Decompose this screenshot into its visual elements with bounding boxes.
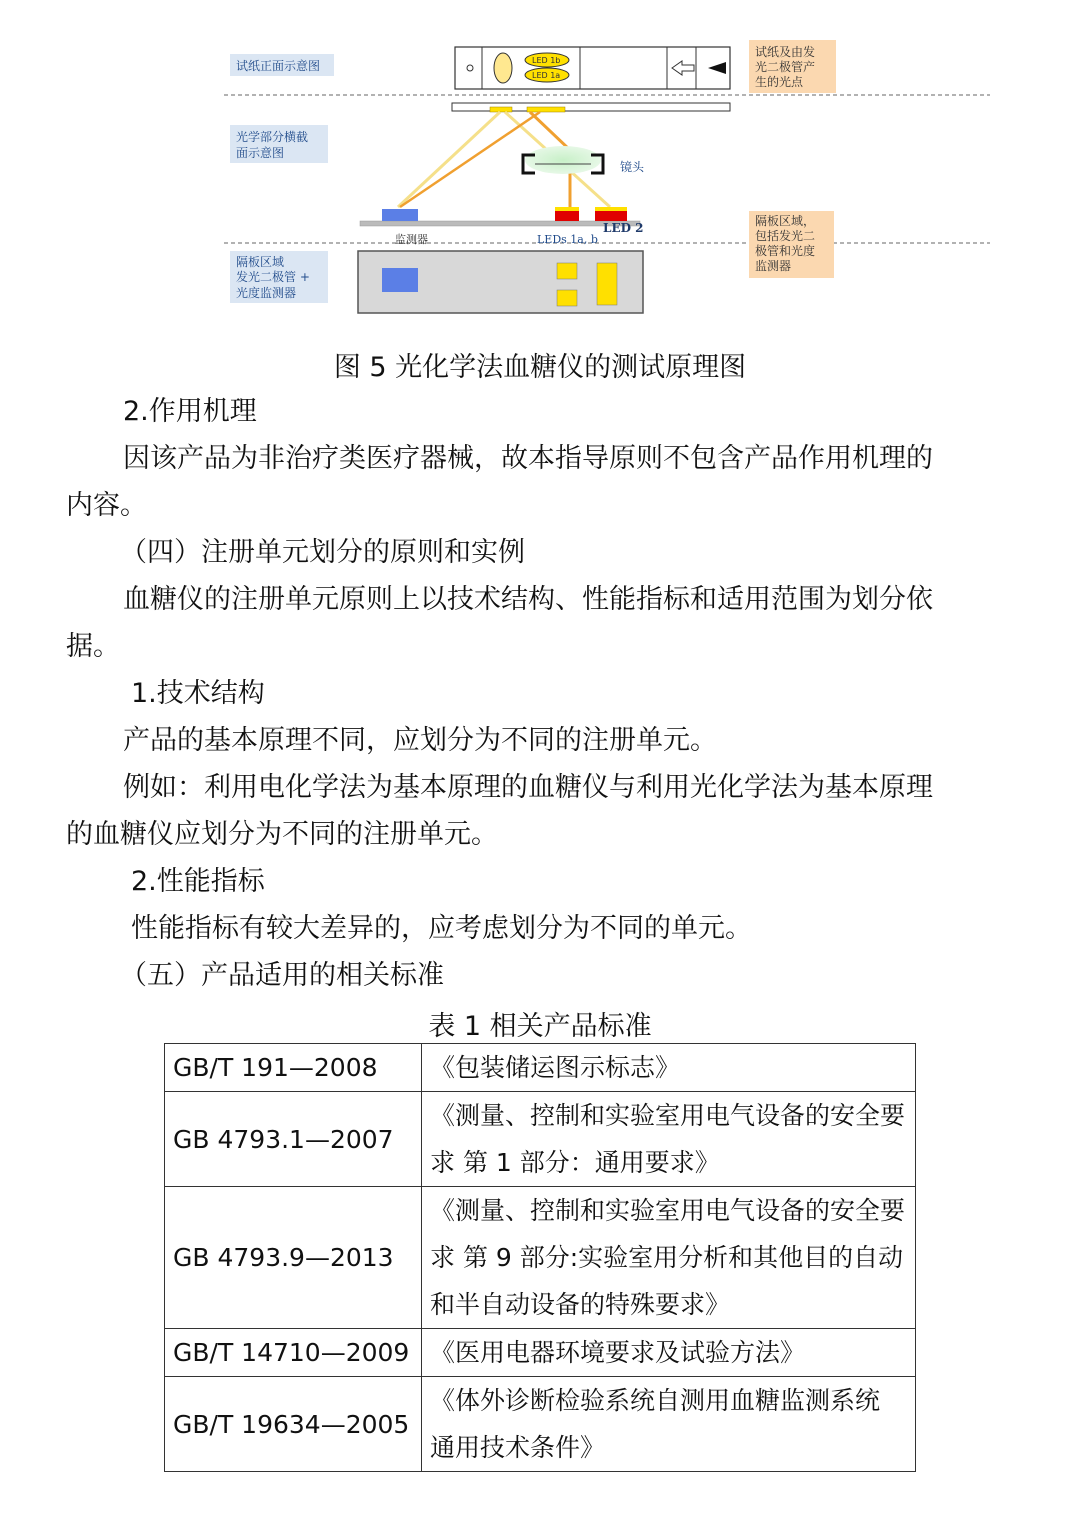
strip-spot-led2 (490, 107, 512, 112)
strip-led1b-label: LED 1b (532, 56, 561, 65)
standard-title (422, 1092, 916, 1187)
strip-spot-led1 (527, 107, 565, 112)
standard-code: GB/T 14710—2009 (165, 1329, 422, 1377)
standard-title-line: 通用技术条件》 (430, 1433, 606, 1462)
standard-code: GB/T 19634—2005 (165, 1377, 422, 1472)
heading-registration-unit: （四）注册单元划分的原则和实例 (120, 537, 525, 568)
standard-title (422, 1329, 916, 1377)
standard-title-line: 求 第 1 部分：通用要求》 (430, 1148, 720, 1177)
paragraph-mechanism-cont: 内容。 (66, 490, 147, 521)
beam-1 (398, 112, 500, 207)
figure-caption: 图 5 光化学法血糖仪的测试原理图 (333, 352, 747, 383)
standard-title-line: 《体外诊断检验系统自测用血糖监测系统 (430, 1386, 881, 1415)
table-row (165, 1377, 916, 1472)
table-row (165, 1044, 916, 1092)
label-right-bottom-3: 极管和光度 (755, 244, 816, 258)
baffle-monitor (382, 268, 418, 292)
label-baffle-left-2: 发光二极管 + (236, 270, 310, 284)
label-optics-1: 光学部分横截 (236, 130, 309, 144)
table-row (165, 1092, 916, 1187)
paragraph-mechanism: 因该产品为非治疗类医疗器械，故本指导原则不包含产品作用机理的 (123, 443, 933, 474)
led2-top (595, 207, 627, 211)
standard-code: GB/T 191—2008 (165, 1044, 422, 1092)
table-row (165, 1187, 916, 1329)
baffle-led-1 (557, 263, 577, 279)
baffle-led-2 (557, 290, 577, 306)
paragraph-registration-unit-cont: 据。 (66, 631, 120, 662)
beam-3 (400, 112, 540, 207)
standard-title-line: 《测量、控制和实验室用电气设备的安全要 (430, 1101, 906, 1130)
paragraph-performance: 性能指标有较大差异的，应考虑划分为不同的单元。 (131, 913, 752, 944)
led-ab-label: LEDs 1a, b (537, 233, 598, 246)
monitor-label: 监测器 (395, 233, 428, 246)
label-baffle-left-3: 光度监测器 (236, 286, 297, 300)
label-right-top-1: 试纸及由发 (755, 45, 816, 59)
standard-title (422, 1044, 916, 1092)
paragraph-example-cont: 的血糖仪应划分为不同的注册单元。 (66, 819, 498, 850)
heading-tech-structure: 1.技术结构 (131, 678, 265, 709)
standard-code: GB 4793.1—2007 (165, 1092, 422, 1187)
led2-label: LED 2 (603, 221, 644, 235)
label-optics-2: 面示意图 (236, 146, 285, 160)
standard-code: GB 4793.9—2013 (165, 1187, 422, 1329)
heading-performance: 2.性能指标 (131, 866, 265, 897)
lens-glow (525, 146, 601, 174)
label-right-bottom-2: 包括发光二 (755, 229, 816, 243)
standard-title (422, 1187, 916, 1329)
paragraph-registration-unit: 血糖仪的注册单元原则上以技术结构、性能指标和适用范围为划分依 (123, 584, 933, 615)
label-right-bottom-1: 隔板区域， (755, 214, 816, 228)
standard-title-line: 《医用电器环境要求及试验方法》 (430, 1338, 806, 1367)
standard-title-line: 《包装储运图示标志》 (430, 1053, 681, 1082)
standard-title-line: 《测量、控制和实验室用电气设备的安全要 (430, 1196, 906, 1225)
lens-label: 镜头 (620, 160, 645, 174)
strip-led1a-label: LED 1a (532, 71, 561, 80)
label-right-bottom-4: 监测器 (755, 259, 792, 273)
label-strip-front: 试纸正面示意图 (236, 59, 321, 73)
table-title: 表 1 相关产品标准 (428, 1011, 652, 1042)
heading-standards: （五）产品适用的相关标准 (120, 960, 444, 991)
principle-diagram (0, 0, 1080, 335)
standard-title-line: 和半自动设备的特殊要求》 (430, 1290, 731, 1319)
label-right-top-3: 生的光点 (755, 75, 804, 89)
heading-mechanism: 2.作用机理 (123, 396, 257, 427)
standard-title-line: 求 第 9 部分:实验室用分析和其他目的自动 (430, 1243, 904, 1272)
paragraph-example: 例如：利用电化学法为基本原理的血糖仪与利用光化学法为基本原理 (123, 772, 933, 803)
label-baffle-left-1: 隔板区域 (236, 255, 285, 269)
standard-title (422, 1377, 916, 1472)
standards-table (164, 1043, 916, 1472)
monitor-sensor (382, 209, 418, 221)
table-row (165, 1329, 916, 1377)
paragraph-tech-structure: 产品的基本原理不同，应划分为不同的注册单元。 (123, 725, 717, 756)
baffle-bar (360, 221, 640, 226)
baffle-led-3 (597, 263, 617, 305)
label-right-top-2: 光二极管产 (755, 60, 816, 74)
led1-top (555, 207, 579, 211)
strip-pad-led2 (494, 53, 512, 83)
